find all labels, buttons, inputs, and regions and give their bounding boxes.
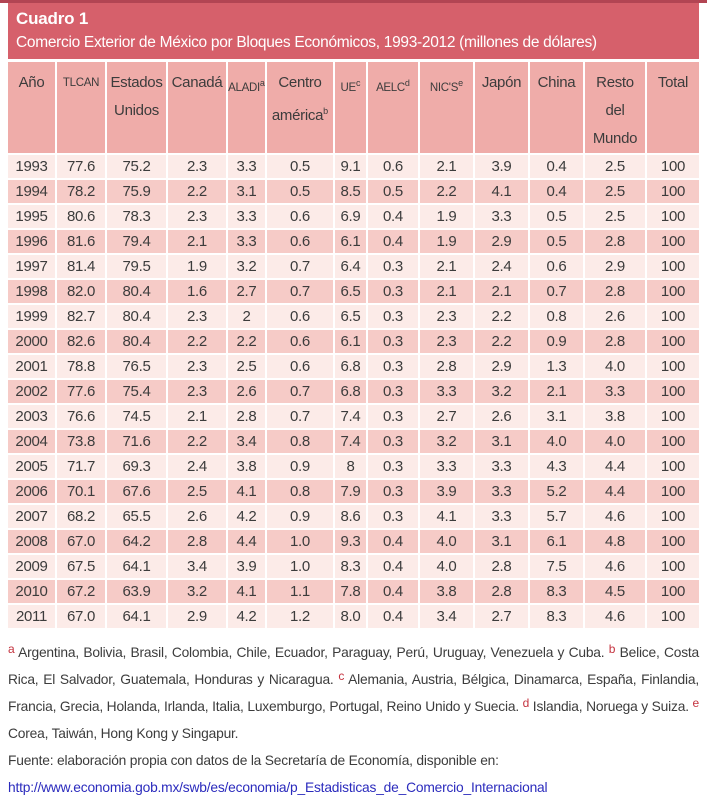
value-cell: 76.6	[57, 403, 107, 428]
value-cell: 0.7	[267, 253, 335, 278]
value-cell: 7.4	[335, 428, 368, 453]
value-cell: 2.8	[585, 328, 647, 353]
value-cell: 7.4	[335, 403, 368, 428]
value-cell: 2.6	[585, 303, 647, 328]
value-cell: 100	[647, 553, 699, 578]
value-cell: 71.7	[57, 453, 107, 478]
value-cell: 3.3	[585, 378, 647, 403]
table-row-2002	[8, 378, 699, 403]
value-cell: 0.3	[368, 253, 420, 278]
value-cell: 2.7	[475, 603, 530, 628]
value-cell: 100	[647, 453, 699, 478]
table-title-band	[8, 3, 699, 59]
value-cell: 0.6	[530, 253, 585, 278]
value-cell: 0.6	[267, 203, 335, 228]
value-cell: 2.2	[228, 328, 267, 353]
value-cell: 3.8	[585, 403, 647, 428]
value-cell: 2.5	[585, 203, 647, 228]
value-cell: 81.6	[57, 228, 107, 253]
value-cell: 67.6	[107, 478, 168, 503]
value-cell: 3.3	[475, 203, 530, 228]
value-cell: 3.2	[168, 578, 228, 603]
value-cell: 3.3	[475, 478, 530, 503]
value-cell: 4.2	[228, 603, 267, 628]
value-cell: 100	[647, 528, 699, 553]
value-cell: 100	[647, 153, 699, 178]
value-cell: 82.0	[57, 278, 107, 303]
value-cell: 2	[228, 303, 267, 328]
year-cell: 1995	[8, 203, 57, 228]
value-cell: 0.4	[368, 578, 420, 603]
year-cell: 1999	[8, 303, 57, 328]
value-cell: 2.1	[168, 228, 228, 253]
value-cell: 2.8	[585, 228, 647, 253]
value-cell: 3.3	[475, 453, 530, 478]
value-cell: 2.4	[168, 453, 228, 478]
value-cell: 2.3	[168, 303, 228, 328]
table-row-1997	[8, 253, 699, 278]
value-cell: 1.9	[420, 228, 475, 253]
footnote-marker-c: c	[338, 669, 345, 683]
year-cell: 2010	[8, 578, 57, 603]
value-cell: 8.3	[335, 553, 368, 578]
value-cell: 3.3	[475, 503, 530, 528]
value-cell: 2.8	[168, 528, 228, 553]
value-cell: 5.7	[530, 503, 585, 528]
column-header-aladi: ALADI$^a$	[228, 62, 267, 153]
value-cell: 2.1	[530, 378, 585, 403]
value-cell: 0.3	[368, 353, 420, 378]
value-cell: 1.3	[530, 353, 585, 378]
value-cell: 2.3	[168, 153, 228, 178]
table-row-1995	[8, 203, 699, 228]
column-header-nics: $NIC'S^e$	[420, 62, 475, 153]
table-row-2007	[8, 503, 699, 528]
value-cell: 2.6	[168, 503, 228, 528]
value-cell: 67.2	[57, 578, 107, 603]
value-cell: 3.4	[228, 428, 267, 453]
year-cell: 2011	[8, 603, 57, 628]
value-cell: 2.2	[420, 178, 475, 203]
value-cell: 6.8	[335, 353, 368, 378]
value-cell: 0.5	[530, 203, 585, 228]
year-cell: 2006	[8, 478, 57, 503]
value-cell: 0.3	[368, 278, 420, 303]
value-cell: 0.5	[267, 153, 335, 178]
value-cell: 100	[647, 178, 699, 203]
value-cell: 3.1	[475, 428, 530, 453]
value-cell: 0.9	[530, 328, 585, 353]
value-cell: 0.8	[267, 478, 335, 503]
table-row-2011	[8, 603, 699, 628]
value-cell: 6.9	[335, 203, 368, 228]
footnote-marker-d: d	[522, 696, 530, 710]
value-cell: 0.9	[267, 453, 335, 478]
year-cell: 1994	[8, 178, 57, 203]
value-cell: 2.3	[168, 378, 228, 403]
value-cell: 100	[647, 203, 699, 228]
value-cell: 0.7	[267, 278, 335, 303]
value-cell: 4.8	[585, 528, 647, 553]
column-header-tlcan: TLCAN	[57, 62, 107, 153]
value-cell: 2.6	[228, 378, 267, 403]
value-cell: 100	[647, 478, 699, 503]
value-cell: 6.1	[530, 528, 585, 553]
value-cell: 2.8	[585, 278, 647, 303]
table-header-row	[8, 62, 699, 153]
value-cell: 82.6	[57, 328, 107, 353]
value-cell: 76.5	[107, 353, 168, 378]
value-cell: 0.8	[530, 303, 585, 328]
value-cell: 3.3	[420, 453, 475, 478]
footnote-marker-b: b	[608, 642, 616, 656]
value-cell: 4.1	[420, 503, 475, 528]
table-row-2004	[8, 428, 699, 453]
value-cell: 77.6	[57, 153, 107, 178]
column-header-canada: Canadá	[168, 62, 228, 153]
value-cell: 0.4	[368, 228, 420, 253]
year-cell: 2002	[8, 378, 57, 403]
table-row-2006	[8, 478, 699, 503]
value-cell: 4.4	[585, 453, 647, 478]
value-cell: 0.3	[368, 403, 420, 428]
table-body	[8, 153, 699, 628]
value-cell: 75.2	[107, 153, 168, 178]
value-cell: 2.6	[475, 403, 530, 428]
value-cell: 0.7	[267, 403, 335, 428]
column-header-china: China	[530, 62, 585, 153]
value-cell: 78.8	[57, 353, 107, 378]
value-cell: 7.5	[530, 553, 585, 578]
value-cell: 100	[647, 353, 699, 378]
value-cell: 100	[647, 303, 699, 328]
value-cell: 4.0	[585, 428, 647, 453]
value-cell: 3.2	[475, 378, 530, 403]
table-row-2010	[8, 578, 699, 603]
table-row-2005	[8, 453, 699, 478]
value-cell: 1.9	[420, 203, 475, 228]
column-header-centroamerica: Centro américa$^b$	[267, 62, 335, 153]
value-cell: 3.4	[420, 603, 475, 628]
value-cell: 0.6	[267, 353, 335, 378]
year-cell: 2009	[8, 553, 57, 578]
column-header-ano: Año	[8, 62, 57, 153]
value-cell: 67.0	[57, 528, 107, 553]
value-cell: 2.3	[420, 303, 475, 328]
column-header-resto-del-mundo: Resto del Mundo	[585, 62, 647, 153]
value-cell: 0.3	[368, 378, 420, 403]
value-cell: 0.7	[267, 378, 335, 403]
column-header-estados-unidos: Estados Unidos	[107, 62, 168, 153]
value-cell: 3.1	[530, 403, 585, 428]
table-row-1993	[8, 153, 699, 178]
value-cell: 3.9	[475, 153, 530, 178]
value-cell: 6.5	[335, 278, 368, 303]
value-cell: 0.4	[530, 153, 585, 178]
value-cell: 2.3	[168, 203, 228, 228]
value-cell: 80.4	[107, 278, 168, 303]
value-cell: 100	[647, 503, 699, 528]
value-cell: 67.5	[57, 553, 107, 578]
value-cell: 69.3	[107, 453, 168, 478]
value-cell: 3.9	[420, 478, 475, 503]
value-cell: 9.3	[335, 528, 368, 553]
value-cell: 6.1	[335, 328, 368, 353]
value-cell: 100	[647, 403, 699, 428]
value-cell: 7.9	[335, 478, 368, 503]
value-cell: 63.9	[107, 578, 168, 603]
value-cell: 2.7	[228, 278, 267, 303]
value-cell: 4.6	[585, 603, 647, 628]
value-cell: 64.1	[107, 603, 168, 628]
year-cell: 2004	[8, 428, 57, 453]
value-cell: 2.5	[585, 153, 647, 178]
value-cell: 3.1	[475, 528, 530, 553]
value-cell: 4.2	[228, 503, 267, 528]
column-header-aelc: AELC$^d$	[368, 62, 420, 153]
value-cell: 5.2	[530, 478, 585, 503]
value-cell: 8	[335, 453, 368, 478]
value-cell: 3.3	[228, 228, 267, 253]
value-cell: 2.8	[228, 403, 267, 428]
value-cell: 77.6	[57, 378, 107, 403]
value-cell: 78.3	[107, 203, 168, 228]
value-cell: 74.5	[107, 403, 168, 428]
value-cell: 6.4	[335, 253, 368, 278]
value-cell: 82.7	[57, 303, 107, 328]
value-cell: 0.5	[530, 228, 585, 253]
column-header-total: Total	[647, 62, 699, 153]
value-cell: 100	[647, 228, 699, 253]
table-row-2001	[8, 353, 699, 378]
value-cell: 2.5	[168, 478, 228, 503]
value-cell: 1.2	[267, 603, 335, 628]
year-cell: 2003	[8, 403, 57, 428]
value-cell: 75.9	[107, 178, 168, 203]
year-cell: 2001	[8, 353, 57, 378]
column-header-japon: Japón	[475, 62, 530, 153]
year-cell: 2008	[8, 528, 57, 553]
value-cell: 0.3	[368, 428, 420, 453]
value-cell: 4.6	[585, 503, 647, 528]
value-cell: 67.0	[57, 603, 107, 628]
value-cell: 0.8	[267, 428, 335, 453]
value-cell: 1.1	[267, 578, 335, 603]
value-cell: 100	[647, 328, 699, 353]
value-cell: 2.1	[475, 278, 530, 303]
value-cell: 1.0	[267, 553, 335, 578]
value-cell: 0.6	[267, 328, 335, 353]
value-cell: 4.4	[228, 528, 267, 553]
footnote-marker-e: e	[692, 696, 699, 710]
year-cell: 2007	[8, 503, 57, 528]
value-cell: 2.2	[168, 428, 228, 453]
value-cell: 4.4	[585, 478, 647, 503]
value-cell: 3.1	[228, 178, 267, 203]
value-cell: 100	[647, 603, 699, 628]
value-cell: 2.4	[475, 253, 530, 278]
year-cell: 2005	[8, 453, 57, 478]
value-cell: 100	[647, 578, 699, 603]
table-row-2009	[8, 553, 699, 578]
table-title: Cuadro 1	[16, 9, 89, 28]
table-row-1994	[8, 178, 699, 203]
value-cell: 2.9	[168, 603, 228, 628]
value-cell: 3.2	[420, 428, 475, 453]
value-cell: 3.9	[228, 553, 267, 578]
value-cell: 2.3	[420, 328, 475, 353]
value-cell: 2.8	[475, 553, 530, 578]
value-cell: 79.4	[107, 228, 168, 253]
value-cell: 2.2	[168, 178, 228, 203]
table-row-2008	[8, 528, 699, 553]
year-cell: 1997	[8, 253, 57, 278]
value-cell: 0.9	[267, 503, 335, 528]
table-row-2003	[8, 403, 699, 428]
value-cell: 4.3	[530, 453, 585, 478]
value-cell: 6.8	[335, 378, 368, 403]
value-cell: 9.1	[335, 153, 368, 178]
value-cell: 64.2	[107, 528, 168, 553]
value-cell: 3.8	[420, 578, 475, 603]
value-cell: 2.9	[475, 228, 530, 253]
value-cell: 2.8	[420, 353, 475, 378]
value-cell: 2.1	[420, 253, 475, 278]
value-cell: 1.9	[168, 253, 228, 278]
value-cell: 2.1	[168, 403, 228, 428]
value-cell: 64.1	[107, 553, 168, 578]
value-cell: 2.3	[168, 353, 228, 378]
value-cell: 3.2	[228, 253, 267, 278]
value-cell: 100	[647, 378, 699, 403]
value-cell: 65.5	[107, 503, 168, 528]
value-cell: 4.0	[585, 353, 647, 378]
value-cell: 8.0	[335, 603, 368, 628]
value-cell: 80.6	[57, 203, 107, 228]
value-cell: 3.8	[228, 453, 267, 478]
year-cell: 1993	[8, 153, 57, 178]
value-cell: 73.8	[57, 428, 107, 453]
value-cell: 2.5	[585, 178, 647, 203]
value-cell: 79.5	[107, 253, 168, 278]
value-cell: 0.6	[368, 153, 420, 178]
table-subtitle: Comercio Exterior de México por Bloques Económicos, 1993-2012 (millones de dólares)	[16, 34, 597, 51]
value-cell: 6.5	[335, 303, 368, 328]
source-url-link[interactable]: http://www.economia.gob.mx/swb/es/economia/p_Estadisticas_de_Comercio_Internacional	[8, 780, 548, 795]
value-cell: 70.1	[57, 478, 107, 503]
value-cell: 100	[647, 278, 699, 303]
value-cell: 0.3	[368, 503, 420, 528]
value-cell: 8.6	[335, 503, 368, 528]
column-header-ue: $UE^c$	[335, 62, 368, 153]
value-cell: 1.6	[168, 278, 228, 303]
value-cell: 80.4	[107, 303, 168, 328]
value-cell: 78.2	[57, 178, 107, 203]
value-cell: 8.5	[335, 178, 368, 203]
value-cell: 4.0	[420, 553, 475, 578]
value-cell: 3.3	[228, 203, 267, 228]
value-cell: 0.3	[368, 328, 420, 353]
value-cell: 4.0	[420, 528, 475, 553]
value-cell: 2.8	[475, 578, 530, 603]
value-cell: 2.7	[420, 403, 475, 428]
value-cell: 71.6	[107, 428, 168, 453]
value-cell: 81.4	[57, 253, 107, 278]
source-line: Fuente: elaboración propia con datos de la Secretaría de Economía, disponible en:	[8, 753, 499, 768]
value-cell: 1.0	[267, 528, 335, 553]
footnote-marker-a: a	[8, 642, 15, 656]
value-cell: 2.2	[168, 328, 228, 353]
value-cell: 0.4	[368, 528, 420, 553]
data-table	[8, 62, 699, 628]
year-cell: 1998	[8, 278, 57, 303]
value-cell: 0.4	[368, 553, 420, 578]
value-cell: 4.0	[530, 428, 585, 453]
value-cell: 100	[647, 253, 699, 278]
value-cell: 2.9	[475, 353, 530, 378]
table-row-1998	[8, 278, 699, 303]
value-cell: 2.1	[420, 153, 475, 178]
value-cell: 0.4	[530, 178, 585, 203]
value-cell: 3.3	[420, 378, 475, 403]
value-cell: 4.5	[585, 578, 647, 603]
value-cell: 4.6	[585, 553, 647, 578]
value-cell: 8.3	[530, 603, 585, 628]
value-cell: 0.3	[368, 453, 420, 478]
value-cell: 4.1	[475, 178, 530, 203]
source-url-row	[8, 774, 699, 801]
value-cell: 0.5	[267, 178, 335, 203]
value-cell: 80.4	[107, 328, 168, 353]
value-cell: 3.4	[168, 553, 228, 578]
value-cell: 100	[647, 428, 699, 453]
year-cell: 2000	[8, 328, 57, 353]
table-row-1999	[8, 303, 699, 328]
value-cell: 7.8	[335, 578, 368, 603]
table-row-1996	[8, 228, 699, 253]
value-cell: 0.4	[368, 203, 420, 228]
value-cell: 4.1	[228, 578, 267, 603]
value-cell: 0.6	[267, 228, 335, 253]
footnotes-section	[0, 628, 707, 801]
value-cell: 75.4	[107, 378, 168, 403]
footnotes-paragraph: $^a$ Argentina, Bolivia, Brasil, Colombia, Chile, Ecuador, Paraguay, Perú, Uruguay, Venezuela y Cuba. $^b$ Belice, Costa Rica, El Salvador, Guatemala, Honduras y Nicaragua. $^c$ Alemania, Austria, Bélgica, Dinamarca, España, Finlandia, Francia, Grecia, Holanda, Irlanda, Italia, Luxemburgo, Portugal, Reino Unido y Suecia. $^d$ Islandia, Noruega y Suiza. $^e$ Corea, Taiwán, Hong Kong y Singapur.	[8, 642, 699, 741]
value-cell: 4.1	[228, 478, 267, 503]
value-cell: 2.2	[475, 303, 530, 328]
value-cell: 0.3	[368, 478, 420, 503]
value-cell: 0.3	[368, 303, 420, 328]
year-cell: 1996	[8, 228, 57, 253]
value-cell: 8.3	[530, 578, 585, 603]
value-cell: 3.3	[228, 153, 267, 178]
value-cell: 2.9	[585, 253, 647, 278]
value-cell: 0.5	[368, 178, 420, 203]
value-cell: 2.2	[475, 328, 530, 353]
table-row-2000	[8, 328, 699, 353]
value-cell: 68.2	[57, 503, 107, 528]
value-cell: 0.4	[368, 603, 420, 628]
value-cell: 0.6	[267, 303, 335, 328]
value-cell: 2.5	[228, 353, 267, 378]
value-cell: 2.1	[420, 278, 475, 303]
value-cell: 0.7	[530, 278, 585, 303]
value-cell: 6.1	[335, 228, 368, 253]
